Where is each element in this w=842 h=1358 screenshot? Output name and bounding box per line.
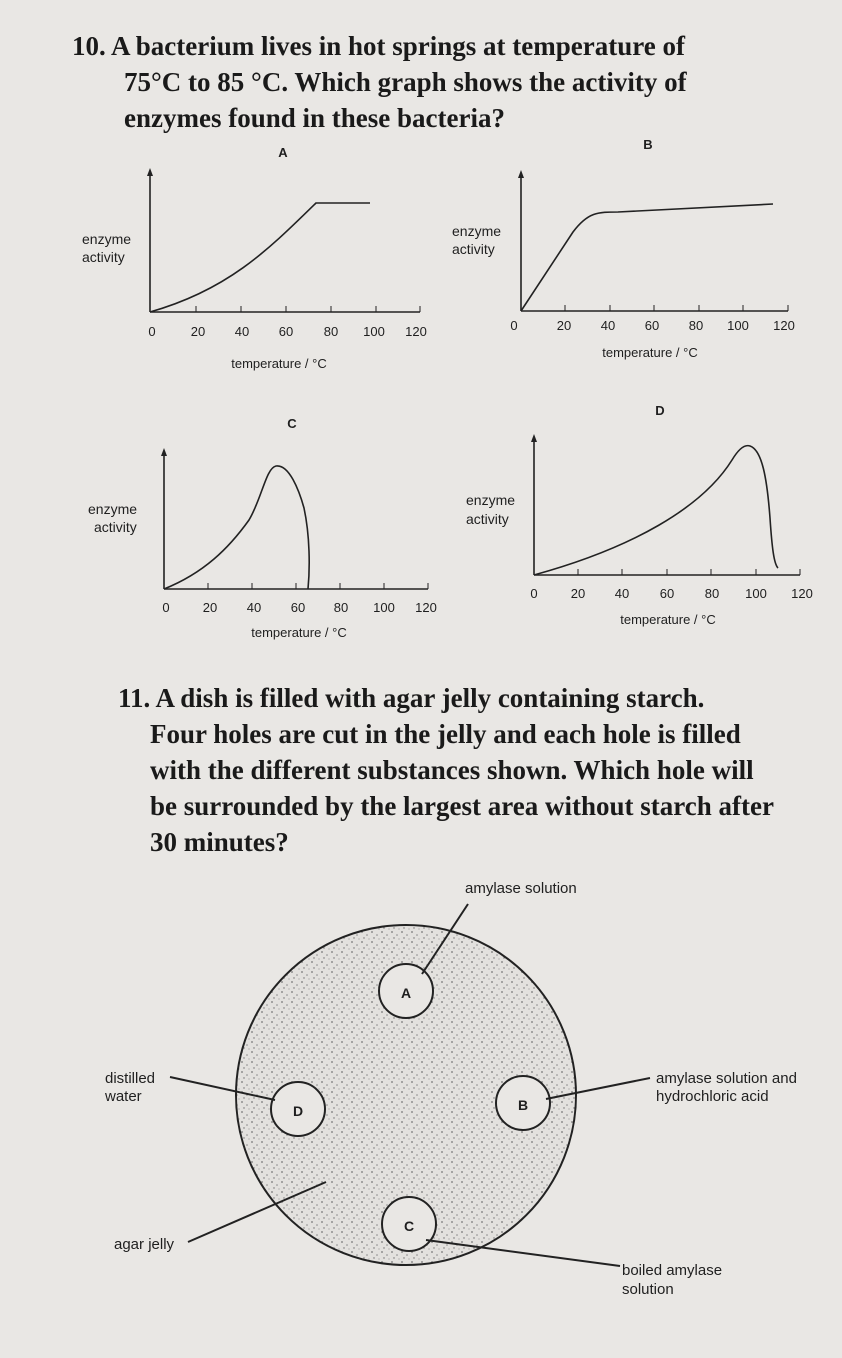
label-agar-jelly: agar jelly: [114, 1236, 175, 1253]
question-10-line-1: [72, 28, 812, 64]
graph-b-xlabel: temperature / °C: [602, 345, 698, 360]
graph-b: [448, 132, 818, 372]
graph-c-tick-label-100: 100: [373, 600, 395, 615]
question-11-line-1: [118, 680, 838, 716]
question-10-number: 10.: [72, 31, 106, 61]
graph-d-ylabel-2: activity: [466, 511, 509, 527]
question-10: [72, 28, 812, 136]
graph-b-ylabel-2: activity: [452, 241, 495, 257]
graph-b-curve: [521, 204, 773, 311]
graph-c-curve: [164, 466, 309, 589]
label-boiled-amylase-1: boiled amylase: [622, 1262, 723, 1279]
graph-d-tick-label-0: 0: [530, 586, 538, 601]
graph-b-y-arrow: [518, 170, 524, 178]
graph-d-xlabel: temperature / °C: [620, 612, 716, 627]
label-distilled: distilled: [105, 1070, 156, 1087]
graph-a-tick-label-0: 0: [148, 324, 156, 339]
graph-a-curve: [150, 203, 370, 312]
agar-dish-diagram: [90, 870, 835, 1310]
graph-d-tick-label-20: 20: [570, 586, 586, 601]
graph-c-y-arrow: [161, 448, 167, 456]
graph-d-ylabel-1: enzyme: [466, 492, 516, 508]
graph-b-tick-label-120: 120: [773, 318, 795, 333]
graph-d-curve: [534, 446, 778, 575]
graph-a: [78, 140, 438, 380]
graph-b-tick-label-0: 0: [510, 318, 518, 333]
graph-a-tick-label-120: 120: [405, 324, 427, 339]
hole-d-label: D: [292, 1103, 304, 1119]
graph-b-tick-label-40: 40: [600, 318, 616, 333]
label-boiled-amylase-2: solution: [622, 1281, 674, 1298]
graph-c-tick-label-40: 40: [246, 600, 262, 615]
graph-a-xlabel: temperature / °C: [231, 356, 327, 371]
graph-d: [462, 398, 832, 638]
label-amylase-hcl-1: amylase solution and: [656, 1070, 797, 1087]
graph-c-ylabel-2: activity: [94, 519, 137, 535]
graph-c-tick-label-80: 80: [333, 600, 349, 615]
graph-b-tick-label-60: 60: [644, 318, 660, 333]
graph-a-tick-label-100: 100: [363, 324, 385, 339]
graph-b-ylabel-1: enzyme: [452, 223, 502, 239]
question-11-line-4: be surrounded by the largest area without starch after: [150, 791, 774, 821]
question-10-line-3: enzymes found in these bacteria?: [124, 103, 505, 133]
label-amylase-hcl-2: hydrochloric acid: [656, 1088, 769, 1105]
graph-a-label: A: [278, 145, 288, 160]
graph-a-tick-label-80: 80: [323, 324, 339, 339]
graph-c-xlabel: temperature / °C: [251, 625, 347, 640]
graph-d-tick-label-60: 60: [659, 586, 675, 601]
question-11-number: 11.: [118, 683, 151, 713]
question-11: [118, 680, 838, 860]
graph-d-tick-label-100: 100: [745, 586, 767, 601]
question-11-line-5: 30 minutes?: [150, 827, 289, 857]
graph-d-tick-label-40: 40: [614, 586, 630, 601]
question-11-line-2: Four holes are cut in the jelly and each hole is filled: [150, 719, 741, 749]
graph-a-tick-label-40: 40: [234, 324, 250, 339]
question-10-text-1: A bacterium lives in hot springs at temperature of: [111, 31, 685, 61]
graph-b-tick-label-20: 20: [556, 318, 572, 333]
graph-c-ylabel-1: enzyme: [88, 501, 138, 517]
hole-c-label: C: [403, 1218, 415, 1234]
label-amylase-solution: amylase solution: [465, 880, 577, 897]
graph-c-tick-label-0: 0: [162, 600, 170, 615]
graph-b-tick-label-100: 100: [727, 318, 749, 333]
graph-a-tick-label-20: 20: [190, 324, 206, 339]
hole-a-label: A: [400, 985, 412, 1001]
graph-a-y-arrow: [147, 168, 153, 176]
graph-d-tick-label-120: 120: [791, 586, 813, 601]
graph-c: [84, 408, 454, 648]
graph-c-tick-label-120: 120: [415, 600, 437, 615]
hole-b-label: B: [517, 1097, 529, 1113]
graph-a-ylabel-1: enzyme: [82, 231, 132, 247]
graph-d-tick-label-80: 80: [704, 586, 720, 601]
graph-c-label: C: [287, 416, 297, 431]
graph-c-tick-label-60: 60: [290, 600, 306, 615]
question-10-line-2: 75°C to 85 °C. Which graph shows the activity of: [124, 67, 687, 97]
graph-c-tick-label-20: 20: [202, 600, 218, 615]
graph-d-y-arrow: [531, 434, 537, 442]
graph-a-tick-label-60: 60: [278, 324, 294, 339]
graph-d-label: D: [655, 403, 665, 418]
question-11-text-1: A dish is filled with agar jelly containing starch.: [155, 683, 705, 713]
graph-b-label: B: [643, 137, 653, 152]
graph-b-tick-label-80: 80: [688, 318, 704, 333]
graph-a-ylabel-2: activity: [82, 249, 125, 265]
question-11-line-3: with the different substances shown. Which hole will: [150, 755, 754, 785]
label-water: water: [105, 1088, 142, 1105]
